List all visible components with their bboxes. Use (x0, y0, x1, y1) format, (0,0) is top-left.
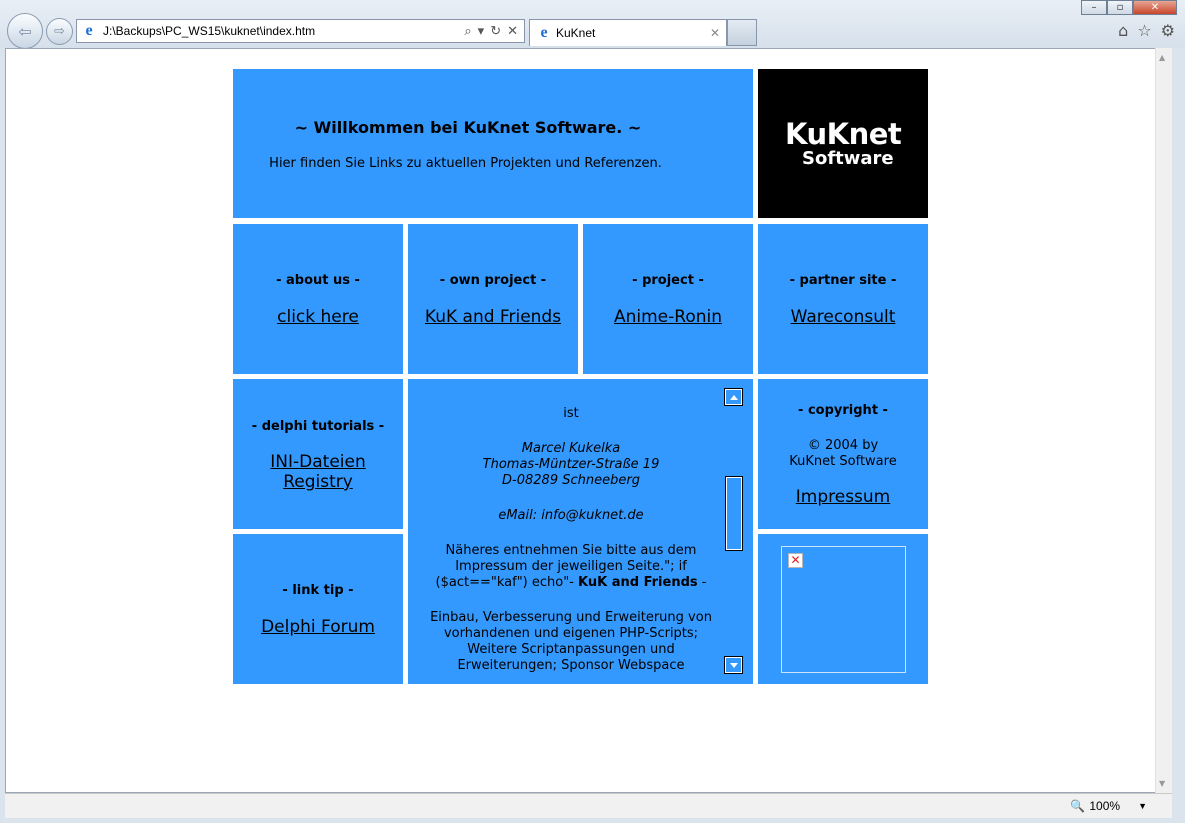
scrollbox-up-button[interactable] (725, 389, 742, 405)
forward-arrow-icon: ⇨ (54, 24, 65, 39)
scrollbox-thumb[interactable] (726, 477, 742, 550)
back-button[interactable] (7, 13, 43, 49)
delphi-tutorials-tile (233, 379, 403, 529)
ie-tab-icon: e (540, 24, 548, 41)
refresh-icon[interactable]: ↻ (490, 23, 502, 38)
scroll-down-icon[interactable]: ▼ (1159, 779, 1166, 788)
window-controls (1081, 0, 1177, 15)
welcome-title: ~ Willkommen bei KuKnet Software. ~ (294, 118, 642, 137)
impressum-link[interactable]: Impressum (795, 487, 891, 507)
broken-image-icon: ✕ (788, 553, 803, 568)
dropdown-icon[interactable]: ▾ (477, 23, 485, 38)
partner-site-link[interactable]: Wareconsult (790, 307, 896, 327)
home-icon[interactable]: ⌂ (1118, 21, 1129, 40)
status-bar (5, 793, 1172, 818)
tab-close-icon[interactable]: ✕ (709, 26, 720, 40)
zoom-icon: 🔍 (1070, 799, 1086, 813)
link-tip-tile (233, 534, 403, 684)
ie-page-icon: e (85, 22, 93, 39)
own-project-tile (408, 224, 578, 374)
favorites-star-icon[interactable]: ☆ (1137, 21, 1152, 40)
scrollbox-down-button[interactable] (725, 657, 742, 673)
zoom-level: 100% (1089, 799, 1121, 813)
registry-link[interactable]: Registry (283, 472, 353, 492)
address-name: Marcel Kukelka (521, 441, 621, 456)
forward-button[interactable] (46, 18, 73, 45)
logo-text-kuknet: KuKnet (785, 117, 902, 151)
logo-text-software: Software (802, 148, 894, 169)
info-paragraph-end: - (697, 575, 707, 590)
welcome-banner (233, 69, 753, 218)
copyright-owner: KuKnet Software (789, 454, 897, 469)
image-tile (758, 534, 928, 684)
about-us-heading: - about us - (276, 273, 360, 288)
project-heading: - project - (632, 273, 704, 288)
back-arrow-icon: ⇦ (18, 21, 32, 41)
own-project-heading: - own project - (439, 273, 547, 288)
maximize-button[interactable]: ▫ (1107, 0, 1133, 15)
zoom-dropdown-icon[interactable]: ▼ (1138, 801, 1147, 811)
stop-icon[interactable]: ✕ (507, 23, 518, 38)
tab-title: KuKnet (556, 26, 596, 40)
zoom-control[interactable] (1070, 799, 1147, 813)
address-bar[interactable] (76, 19, 525, 43)
info-ist: ist (563, 406, 579, 421)
link-tip-heading: - link tip - (282, 583, 354, 598)
info-paragraph-text: Näheres entnehmen Sie bitte aus dem Impressum der jeweiligen Seite."; if ($act=="kaf") echo"- (435, 543, 697, 590)
broken-image-frame[interactable] (781, 546, 906, 673)
partner-site-tile (758, 224, 928, 374)
info-paragraph (426, 543, 716, 591)
browser-chrome (0, 0, 1185, 48)
copyright-tile (758, 379, 928, 529)
kuk-and-friends-bold: KuK and Friends (578, 575, 698, 590)
ini-dateien-link[interactable]: INI-Dateien (270, 452, 366, 472)
copyright-heading: - copyright - (798, 403, 888, 418)
close-window-button[interactable]: ✕ (1133, 0, 1177, 15)
new-tab-button[interactable] (727, 19, 757, 46)
about-us-link[interactable]: click here (277, 307, 359, 327)
gear-icon[interactable]: ⚙ (1160, 21, 1175, 40)
project-link[interactable]: Anime-Ronin (613, 307, 722, 327)
partner-site-heading: - partner site - (789, 273, 897, 288)
search-icon[interactable]: ⌕ (464, 23, 472, 38)
address-street: Thomas-Müntzer-Straße 19 (482, 457, 660, 472)
address-text[interactable]: J:\Backups\PC_WS15\kuknet\index.htm (103, 24, 316, 38)
info-scroll-box[interactable] (408, 379, 753, 684)
own-project-link[interactable]: KuK and Friends (424, 307, 562, 327)
kuknet-logo (758, 69, 928, 218)
delphi-tutorials-heading: - delphi tutorials - (251, 419, 385, 434)
minimize-button[interactable]: – (1081, 0, 1107, 15)
copyright-year: © 2004 by (807, 438, 879, 453)
about-us-tile (233, 224, 403, 374)
services-paragraph: Einbau, Verbesserung und Erweiterung von vorhandenen und eigenen PHP-Scripts; Weitere Scriptanpassungen und Erweiterungen; Sponsor Webspace (430, 610, 712, 673)
contact-email: eMail: info@kuknet.de (498, 508, 644, 523)
page-scrollbar[interactable] (1155, 48, 1172, 793)
info-scroll-content (426, 406, 716, 684)
delphi-forum-link[interactable]: Delphi Forum (261, 617, 375, 637)
tab-kuknet[interactable] (529, 19, 727, 46)
scroll-up-icon[interactable]: ▲ (1159, 53, 1166, 62)
welcome-subtitle: Hier finden Sie Links zu aktuellen Projekten und Referenzen. (269, 156, 662, 171)
project-tile (583, 224, 753, 374)
address-city: D-08289 Schneeberg (502, 473, 640, 488)
